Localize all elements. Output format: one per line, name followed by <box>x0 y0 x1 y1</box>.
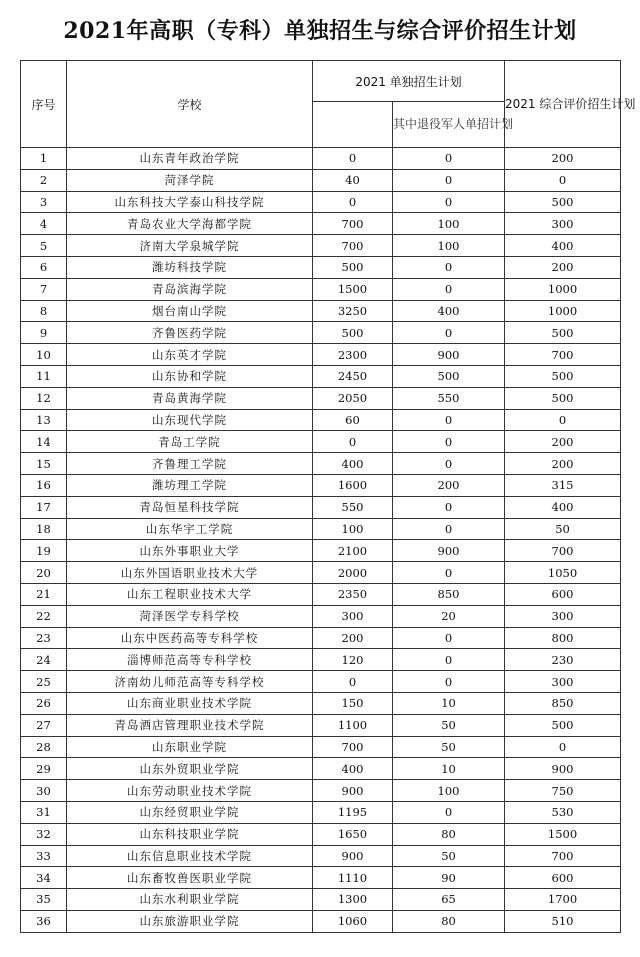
table-row <box>21 496 621 518</box>
cell-comprehensive-plan: 315 <box>505 474 621 496</box>
cell-seq: 9 <box>21 322 67 344</box>
cell-school: 山东现代学院 <box>67 409 313 431</box>
cell-single-plan: 400 <box>313 453 393 475</box>
cell-seq: 13 <box>21 409 67 431</box>
cell-school: 菏泽医学专科学校 <box>67 605 313 627</box>
cell-veteran-plan: 0 <box>393 801 505 823</box>
cell-comprehensive-plan: 0 <box>505 409 621 431</box>
cell-comprehensive-plan: 530 <box>505 801 621 823</box>
cell-seq: 1 <box>21 148 67 170</box>
cell-veteran-plan: 20 <box>393 605 505 627</box>
table-row <box>21 191 621 213</box>
cell-single-plan: 100 <box>313 518 393 540</box>
cell-single-plan: 1300 <box>313 889 393 911</box>
cell-school: 山东经贸职业学院 <box>67 801 313 823</box>
cell-veteran-plan: 0 <box>393 169 505 191</box>
header-single-plan: 2021 单独招生计划 <box>313 61 505 102</box>
cell-school: 菏泽学院 <box>67 169 313 191</box>
cell-veteran-plan: 10 <box>393 758 505 780</box>
cell-seq: 7 <box>21 278 67 300</box>
cell-veteran-plan: 900 <box>393 540 505 562</box>
cell-comprehensive-plan: 1050 <box>505 562 621 584</box>
cell-single-plan: 200 <box>313 627 393 649</box>
cell-seq: 30 <box>21 780 67 802</box>
cell-seq: 18 <box>21 518 67 540</box>
table-row <box>21 169 621 191</box>
cell-veteran-plan: 80 <box>393 910 505 932</box>
cell-school: 山东科技职业学院 <box>67 823 313 845</box>
header-comprehensive-plan: 2021 综合评价招生计划 <box>505 61 621 148</box>
cell-school: 山东职业学院 <box>67 736 313 758</box>
cell-school: 潍坊理工学院 <box>67 474 313 496</box>
cell-single-plan: 1650 <box>313 823 393 845</box>
cell-single-plan: 0 <box>313 191 393 213</box>
cell-school: 青岛黄海学院 <box>67 387 313 409</box>
cell-school: 山东外贸职业学院 <box>67 758 313 780</box>
cell-school: 山东畜牧兽医职业学院 <box>67 867 313 889</box>
cell-single-plan: 550 <box>313 496 393 518</box>
cell-seq: 28 <box>21 736 67 758</box>
table-row <box>21 889 621 911</box>
table-row <box>21 235 621 257</box>
cell-seq: 32 <box>21 823 67 845</box>
table-row <box>21 278 621 300</box>
table-row <box>21 344 621 366</box>
cell-single-plan: 400 <box>313 758 393 780</box>
cell-school: 山东工程职业技术大学 <box>67 583 313 605</box>
header-single-spacer <box>313 102 393 148</box>
cell-seq: 3 <box>21 191 67 213</box>
cell-comprehensive-plan: 510 <box>505 910 621 932</box>
table-row <box>21 409 621 431</box>
cell-comprehensive-plan: 400 <box>505 235 621 257</box>
cell-school: 青岛恒星科技学院 <box>67 496 313 518</box>
cell-veteran-plan: 65 <box>393 889 505 911</box>
table-row <box>21 365 621 387</box>
cell-seq: 26 <box>21 692 67 714</box>
table-row <box>21 213 621 235</box>
table-row <box>21 256 621 278</box>
cell-comprehensive-plan: 300 <box>505 213 621 235</box>
cell-veteran-plan: 500 <box>393 365 505 387</box>
cell-comprehensive-plan: 700 <box>505 540 621 562</box>
cell-comprehensive-plan: 1000 <box>505 278 621 300</box>
cell-veteran-plan: 0 <box>393 627 505 649</box>
cell-single-plan: 700 <box>313 213 393 235</box>
cell-veteran-plan: 0 <box>393 191 505 213</box>
cell-seq: 33 <box>21 845 67 867</box>
cell-single-plan: 2100 <box>313 540 393 562</box>
cell-comprehensive-plan: 200 <box>505 453 621 475</box>
cell-comprehensive-plan: 750 <box>505 780 621 802</box>
cell-school: 烟台南山学院 <box>67 300 313 322</box>
cell-comprehensive-plan: 500 <box>505 322 621 344</box>
cell-seq: 8 <box>21 300 67 322</box>
cell-school: 山东商业职业技术学院 <box>67 692 313 714</box>
cell-veteran-plan: 0 <box>393 148 505 170</box>
cell-seq: 19 <box>21 540 67 562</box>
cell-seq: 14 <box>21 431 67 453</box>
cell-school: 青岛滨海学院 <box>67 278 313 300</box>
cell-veteran-plan: 900 <box>393 344 505 366</box>
cell-seq: 29 <box>21 758 67 780</box>
cell-school: 青岛工学院 <box>67 431 313 453</box>
table-row <box>21 714 621 736</box>
cell-single-plan: 700 <box>313 235 393 257</box>
cell-comprehensive-plan: 400 <box>505 496 621 518</box>
cell-single-plan: 0 <box>313 148 393 170</box>
table-row <box>21 649 621 671</box>
cell-school: 淄博师范高等专科学校 <box>67 649 313 671</box>
cell-seq: 16 <box>21 474 67 496</box>
cell-comprehensive-plan: 700 <box>505 344 621 366</box>
cell-seq: 34 <box>21 867 67 889</box>
cell-single-plan: 2350 <box>313 583 393 605</box>
cell-single-plan: 0 <box>313 431 393 453</box>
cell-single-plan: 900 <box>313 780 393 802</box>
cell-single-plan: 1110 <box>313 867 393 889</box>
cell-seq: 20 <box>21 562 67 584</box>
cell-seq: 6 <box>21 256 67 278</box>
cell-seq: 36 <box>21 910 67 932</box>
cell-veteran-plan: 0 <box>393 453 505 475</box>
cell-veteran-plan: 200 <box>393 474 505 496</box>
cell-comprehensive-plan: 500 <box>505 714 621 736</box>
cell-school: 山东协和学院 <box>67 365 313 387</box>
table-row <box>21 605 621 627</box>
cell-seq: 35 <box>21 889 67 911</box>
cell-seq: 5 <box>21 235 67 257</box>
cell-single-plan: 2050 <box>313 387 393 409</box>
cell-single-plan: 120 <box>313 649 393 671</box>
cell-seq: 21 <box>21 583 67 605</box>
cell-school: 山东外国语职业技术大学 <box>67 562 313 584</box>
cell-veteran-plan: 0 <box>393 496 505 518</box>
cell-school: 山东劳动职业技术学院 <box>67 780 313 802</box>
table-row <box>21 627 621 649</box>
cell-seq: 4 <box>21 213 67 235</box>
cell-comprehensive-plan: 500 <box>505 365 621 387</box>
cell-comprehensive-plan: 900 <box>505 758 621 780</box>
cell-comprehensive-plan: 1700 <box>505 889 621 911</box>
cell-single-plan: 1600 <box>313 474 393 496</box>
cell-single-plan: 40 <box>313 169 393 191</box>
cell-veteran-plan: 850 <box>393 583 505 605</box>
cell-comprehensive-plan: 0 <box>505 736 621 758</box>
cell-veteran-plan: 100 <box>393 213 505 235</box>
cell-single-plan: 500 <box>313 322 393 344</box>
cell-seq: 25 <box>21 671 67 693</box>
cell-single-plan: 60 <box>313 409 393 431</box>
cell-school: 山东中医药高等专科学校 <box>67 627 313 649</box>
cell-single-plan: 300 <box>313 605 393 627</box>
table-row <box>21 453 621 475</box>
table-row <box>21 823 621 845</box>
table-row <box>21 387 621 409</box>
cell-single-plan: 1195 <box>313 801 393 823</box>
table-row <box>21 322 621 344</box>
cell-school: 山东外事职业大学 <box>67 540 313 562</box>
cell-veteran-plan: 0 <box>393 671 505 693</box>
cell-comprehensive-plan: 300 <box>505 605 621 627</box>
cell-veteran-plan: 50 <box>393 845 505 867</box>
cell-comprehensive-plan: 230 <box>505 649 621 671</box>
cell-school: 山东水利职业学院 <box>67 889 313 911</box>
header-school: 学校 <box>67 61 313 148</box>
cell-veteran-plan: 550 <box>393 387 505 409</box>
table-header <box>21 61 636 148</box>
table-row <box>21 583 621 605</box>
cell-school: 山东英才学院 <box>67 344 313 366</box>
cell-comprehensive-plan: 500 <box>505 191 621 213</box>
cell-single-plan: 2450 <box>313 365 393 387</box>
cell-single-plan: 2300 <box>313 344 393 366</box>
cell-veteran-plan: 100 <box>393 780 505 802</box>
cell-comprehensive-plan: 1500 <box>505 823 621 845</box>
table-row <box>21 518 621 540</box>
table-row <box>21 300 621 322</box>
cell-comprehensive-plan: 600 <box>505 867 621 889</box>
cell-seq: 17 <box>21 496 67 518</box>
cell-single-plan: 150 <box>313 692 393 714</box>
cell-veteran-plan: 0 <box>393 278 505 300</box>
cell-seq: 31 <box>21 801 67 823</box>
cell-school: 济南幼儿师范高等专科学校 <box>67 671 313 693</box>
cell-comprehensive-plan: 200 <box>505 148 621 170</box>
cell-veteran-plan: 0 <box>393 562 505 584</box>
cell-veteran-plan: 0 <box>393 649 505 671</box>
cell-single-plan: 3250 <box>313 300 393 322</box>
table-row <box>21 801 621 823</box>
cell-single-plan: 900 <box>313 845 393 867</box>
cell-school: 潍坊科技学院 <box>67 256 313 278</box>
table-row <box>21 845 621 867</box>
cell-veteran-plan: 50 <box>393 714 505 736</box>
cell-single-plan: 2000 <box>313 562 393 584</box>
cell-seq: 10 <box>21 344 67 366</box>
table-row <box>21 431 621 453</box>
cell-comprehensive-plan: 50 <box>505 518 621 540</box>
cell-veteran-plan: 10 <box>393 692 505 714</box>
table-row <box>21 148 621 170</box>
cell-comprehensive-plan: 300 <box>505 671 621 693</box>
table-row <box>21 540 621 562</box>
cell-school: 济南大学泉城学院 <box>67 235 313 257</box>
cell-veteran-plan: 100 <box>393 235 505 257</box>
cell-veteran-plan: 90 <box>393 867 505 889</box>
cell-seq: 15 <box>21 453 67 475</box>
cell-seq: 23 <box>21 627 67 649</box>
cell-seq: 2 <box>21 169 67 191</box>
header-seq: 序号 <box>21 61 67 148</box>
cell-school: 齐鲁医药学院 <box>67 322 313 344</box>
cell-comprehensive-plan: 850 <box>505 692 621 714</box>
table-row <box>21 562 621 584</box>
cell-school: 青岛农业大学海都学院 <box>67 213 313 235</box>
table-body <box>21 148 621 933</box>
cell-seq: 27 <box>21 714 67 736</box>
table-row <box>21 671 621 693</box>
cell-comprehensive-plan: 0 <box>505 169 621 191</box>
cell-school: 山东青年政治学院 <box>67 148 313 170</box>
cell-comprehensive-plan: 200 <box>505 431 621 453</box>
table-row <box>21 736 621 758</box>
page-title: 2021年高职（专科）单独招生与综合评价招生计划 <box>63 18 577 44</box>
cell-school: 山东信息职业技术学院 <box>67 845 313 867</box>
cell-veteran-plan: 80 <box>393 823 505 845</box>
cell-single-plan: 1100 <box>313 714 393 736</box>
cell-comprehensive-plan: 600 <box>505 583 621 605</box>
cell-veteran-plan: 400 <box>393 300 505 322</box>
table-row <box>21 867 621 889</box>
enrollment-plan-table <box>20 60 636 933</box>
table-row <box>21 692 621 714</box>
cell-veteran-plan: 50 <box>393 736 505 758</box>
cell-comprehensive-plan: 1000 <box>505 300 621 322</box>
cell-school: 齐鲁理工学院 <box>67 453 313 475</box>
table-row <box>21 758 621 780</box>
table-row <box>21 780 621 802</box>
cell-school: 山东旅游职业学院 <box>67 910 313 932</box>
cell-school: 山东华宇工学院 <box>67 518 313 540</box>
cell-veteran-plan: 0 <box>393 431 505 453</box>
cell-single-plan: 700 <box>313 736 393 758</box>
cell-school: 山东科技大学泰山科技学院 <box>67 191 313 213</box>
cell-school: 青岛酒店管理职业技术学院 <box>67 714 313 736</box>
cell-seq: 22 <box>21 605 67 627</box>
header-veteran-plan: 其中退役军人单招计划 <box>393 102 505 148</box>
cell-single-plan: 0 <box>313 671 393 693</box>
cell-comprehensive-plan: 800 <box>505 627 621 649</box>
cell-seq: 24 <box>21 649 67 671</box>
table-row <box>21 910 621 932</box>
cell-seq: 11 <box>21 365 67 387</box>
cell-veteran-plan: 0 <box>393 256 505 278</box>
table-row <box>21 474 621 496</box>
cell-single-plan: 1500 <box>313 278 393 300</box>
cell-seq: 12 <box>21 387 67 409</box>
cell-single-plan: 1060 <box>313 910 393 932</box>
cell-veteran-plan: 0 <box>393 518 505 540</box>
cell-comprehensive-plan: 700 <box>505 845 621 867</box>
cell-single-plan: 500 <box>313 256 393 278</box>
cell-comprehensive-plan: 500 <box>505 387 621 409</box>
cell-veteran-plan: 0 <box>393 322 505 344</box>
cell-veteran-plan: 0 <box>393 409 505 431</box>
cell-comprehensive-plan: 200 <box>505 256 621 278</box>
